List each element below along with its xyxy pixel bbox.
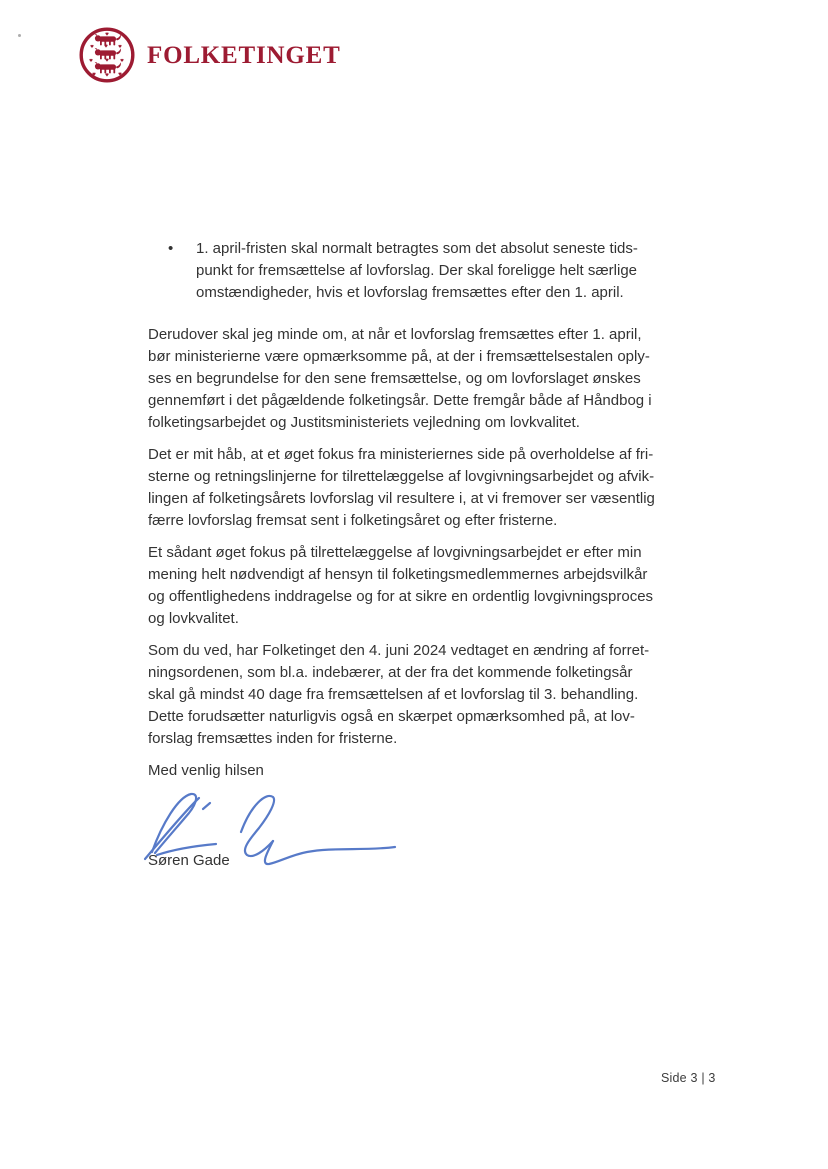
- letter-paragraph: Et sådant øget fokus på tilrettelæggelse af lovgivningsarbejdet er efter min mening helt nødvendigt af hensyn til folketingsmedlemmernes arbejdsvilkår og offentlighedens inddragelse og for at sikre en ordentlig lovgivningsproces og lovkvalitet.: [148, 544, 654, 627]
- letter-paragraph: Som du ved, har Folketinget den 4. juni 2024 vedtaget en ændring af forret- ningsordenen, som bl.a. indebærer, at der fra det kommende folketingsår skal gå mindst 40 dage fra fremsættelsen af et lovforslag til 3. behandling. Dette forudsætter naturligvis også en skærpet opmærksomhed på, at lov- forslag fremsættes inden for fristerne.: [148, 642, 650, 747]
- bullet-item: [168, 238, 688, 314]
- letter-paragraph: Det er mit håb, at et øget fokus fra ministeriernes side på overholdelse af fri- sterne og retningslinjerne for tilrettelæggelse af lovgivningsarbejdet og afvik- lingen af folketingsårets lovforslag vil resultere i, at vi fremover ser væsentlig færre lovforslag fremsat sent i folketingsåret og efter fristerne.: [148, 446, 655, 529]
- folketinget-crest-three-lions-icon: [78, 26, 136, 84]
- bullet-item-text: 1. april-fristen skal normalt betragtes som det absolut seneste tids- punkt for fremsættelse af lovforslag. Der skal foreligge helt særlige omstændigheder, hvis et lovforslag fremsættes efter den 1. april.: [196, 240, 638, 301]
- signer-name: Søren Gade: [148, 852, 230, 869]
- bullet-icon: •: [168, 240, 174, 257]
- letterhead: [78, 26, 341, 84]
- letter-paragraph: Derudover skal jeg minde om, at når et lovforslag fremsættes efter 1. april, bør ministerierne være opmærksomme på, at der i fremsættelsestalen oply- ses en begrundelse for den sene fremsættelse, og om lovforslaget ønskes gennemført i det pågældende folketingsår. Dette fremgår både af Håndbog i folketingsarbejdet og Justitsministeriets vejledning om lovkvalitet.: [148, 326, 652, 431]
- signature-block: [148, 784, 688, 876]
- page-number: Side 3 | 3: [661, 1071, 716, 1085]
- letter-body: [148, 238, 688, 876]
- closing-salutation: Med venlig hilsen: [148, 762, 264, 779]
- scan-speck: [18, 34, 21, 37]
- org-name: FOLKETINGET: [147, 42, 341, 69]
